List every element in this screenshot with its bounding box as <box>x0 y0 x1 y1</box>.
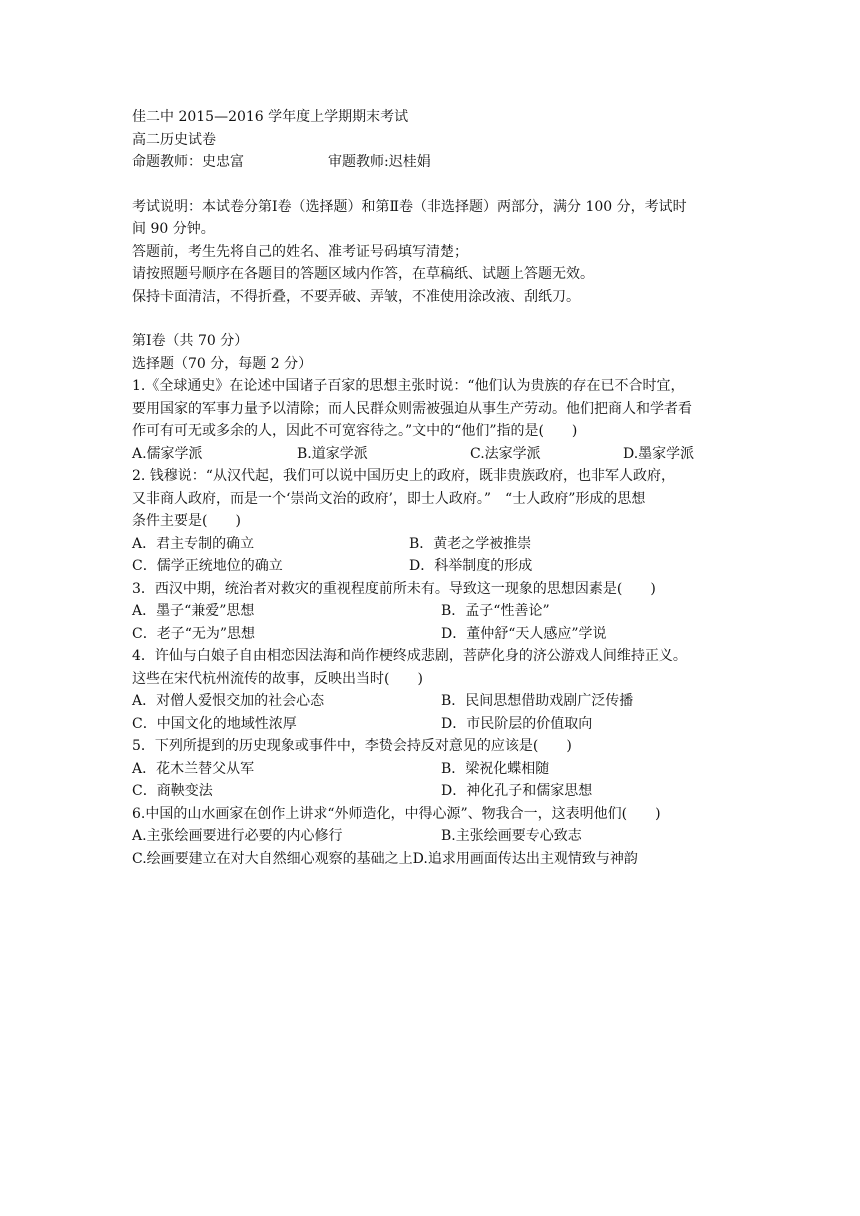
question-6-stem-line1: 6.中国的山水画家在创作上讲求“外师造化，中得心源”、物我合一，这表明他们( ) <box>132 805 661 822</box>
instruction-rule-1: 答题前，考生先将自己的姓名、准考证号码填写清楚； <box>132 243 468 260</box>
question-5-options-ab <box>132 758 732 781</box>
question-2-option-a: A．君主专制的确立 <box>132 535 255 552</box>
exam-page <box>132 106 732 870</box>
question-2-stem-line2: 又非商人政府，而是一个‘崇尚文治的政府’，即士人政府。” “士人政府”形成的思想 <box>132 490 646 507</box>
instructions-intro-line1: 考试说明：本试卷分第Ⅰ卷（选择题）和第Ⅱ卷（非选择题）两部分，满分 100 分，考试时 <box>132 198 687 215</box>
teachers-line <box>132 151 732 174</box>
question-2-options-ab <box>132 533 732 556</box>
question-4-stem-line1: 4．许仙与白娘子自由相恋因法海和尚作梗终成悲剧，菩萨化身的济公游戏人间维持正义。 <box>132 648 687 664</box>
question-5-option-d: D．神化孔子和儒家思想 <box>441 783 593 799</box>
question-1-stem-line3: 作可有可无或多余的人，因此不可宽容待之。”文中的“他们”指的是( ) <box>132 423 578 439</box>
question-2-stem-line3: 条件主要是( ) <box>132 513 241 529</box>
exam-subject: 高二历史试卷 <box>132 131 216 148</box>
question-3-option-c: C．老子“无为”思想 <box>132 625 256 642</box>
question-2-option-c: C．儒学正统地位的确立 <box>132 558 283 574</box>
question-2-option-d: D．科举制度的形成 <box>409 558 533 574</box>
question-1-option-d: D.墨家学派 <box>623 445 695 462</box>
spacer <box>132 308 732 330</box>
question-6-options-cd <box>132 848 732 871</box>
question-3-option-d: D．董仲舒“天人感应”学说 <box>441 625 607 642</box>
section-title: 第Ⅰ卷（共 70 分） <box>132 333 249 349</box>
question-6-option-d: D.追求用画面传达出主观情致与神韵 <box>412 850 638 867</box>
question-6-option-c: C.绘画要建立在对大自然细心观察的基础之上 <box>132 850 413 867</box>
question-4-options-cd <box>132 713 732 736</box>
question-5-options-cd <box>132 780 732 803</box>
instruction-rule-3: 保持卡面清洁，不得折叠，不要弄破、弄皱，不准使用涂改液、刮纸刀。 <box>132 288 580 305</box>
question-1-option-a: A.儒家学派 <box>132 445 203 462</box>
question-5-option-a: A．花木兰替父从军 <box>132 760 255 777</box>
question-4-option-c: C．中国文化的地域性浓厚 <box>132 715 297 732</box>
question-5-option-b: B．梁祝化蝶相随 <box>441 760 550 777</box>
question-3-stem-line1: 3．西汉中期，统治者对救灾的重视程度前所未有。导致这一现象的思想因素是( ) <box>132 580 656 597</box>
question-1-stem-line1: 1.《全球通史》在论述中国诸子百家的思想主张时说：“他们认为贵族的存在已不合时宜， <box>132 378 685 394</box>
question-3-option-a: A．墨子“兼爱”思想 <box>132 603 255 619</box>
question-4-option-b: B．民间思想借助戏剧广泛传播 <box>441 693 634 709</box>
question-1-options <box>132 443 732 466</box>
spacer <box>132 174 732 196</box>
question-4-option-d: D．市民阶层的价值取向 <box>441 715 593 732</box>
question-3-option-b: B．孟子“性善论” <box>441 603 550 619</box>
question-2-option-b: B．黄老之学被推崇 <box>409 535 532 552</box>
question-1-option-b: B.道家学派 <box>297 445 368 462</box>
question-3-options-ab <box>132 600 732 623</box>
question-4-stem-line2: 这些在宋代杭州流传的故事，反映出当时( ) <box>132 670 423 687</box>
question-6-option-b: B.主张绘画要专心致志 <box>441 828 582 844</box>
instruction-rule-2: 请按照题号顺序在各题目的答题区域内作答，在草稿纸、试题上答题无效。 <box>132 266 594 282</box>
question-4-options-ab <box>132 690 732 713</box>
question-5-stem-line1: 5．下列所提到的历史现象或事件中，李贽会持反对意见的应该是( ) <box>132 738 572 754</box>
question-5-option-c: C．商鞅变法 <box>132 783 213 799</box>
exam-title: 佳二中 2015—2016 学年度上学期期末考试 <box>132 109 409 125</box>
instructions-intro-line2: 间 90 分钟。 <box>132 221 215 237</box>
setter-teacher: 命题教师：史忠富 <box>132 154 244 170</box>
question-2-options-cd <box>132 555 732 578</box>
question-1-option-c: C.法家学派 <box>470 445 541 462</box>
question-4-option-a: A．对僧人爱恨交加的社会心态 <box>132 693 325 709</box>
question-6-option-a: A.主张绘画要进行必要的内心修行 <box>132 828 343 844</box>
question-2-stem-line1: 2. 钱穆说：“从汉代起，我们可以说中国历史上的政府，既非贵族政府，也非军人政府， <box>132 468 675 484</box>
question-3-options-cd <box>132 623 732 646</box>
question-6-options-ab <box>132 825 732 848</box>
question-1-stem-line2: 要用国家的军事力量予以清除；而人民群众则需被强迫从事生产劳动。他们把商人和学者看 <box>132 400 692 417</box>
section-subtitle: 选择题（70 分，每题 2 分） <box>132 355 313 372</box>
reviewer-teacher: 审题教师:迟桂娟 <box>328 154 431 170</box>
